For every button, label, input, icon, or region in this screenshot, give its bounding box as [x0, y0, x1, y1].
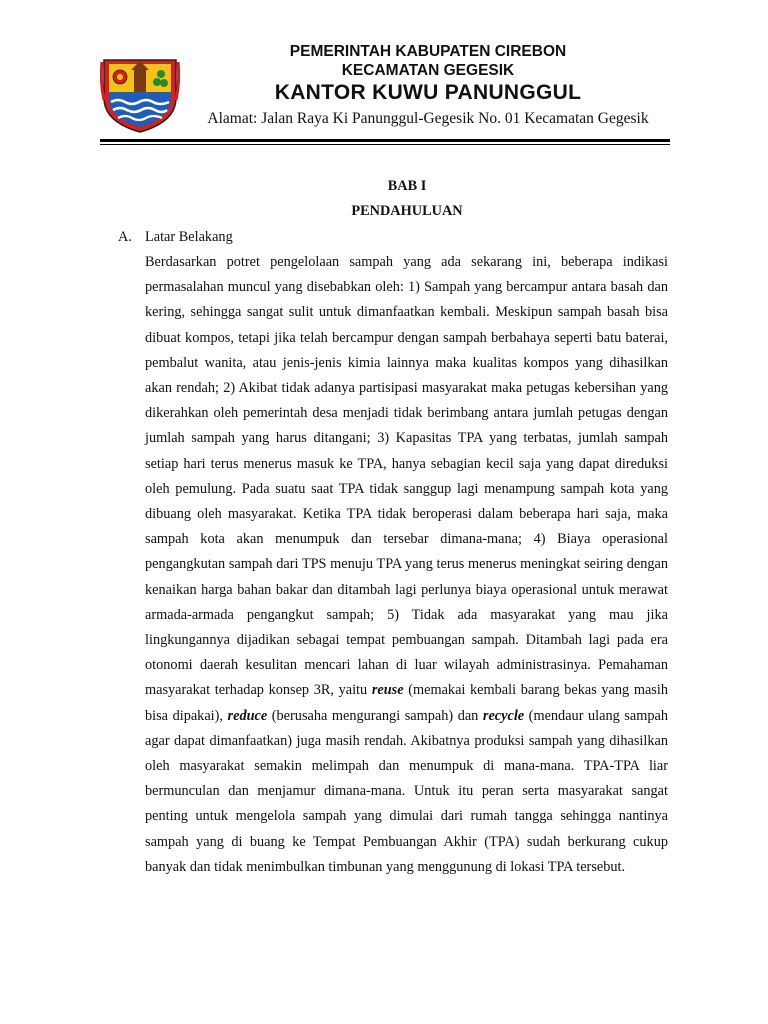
section-heading	[118, 225, 668, 250]
district-name: KECAMATAN GEGESIK	[341, 62, 515, 79]
term-recycle: recycle	[482, 707, 525, 724]
paragraph-text-4: (mendaur ulang sampah agar dapat dimanfaatkan) juga masih rendah. Akibatnya produksi sampah yang dihasilkan oleh masyarakat semakin melimpah dan menumpuk di mana-mana. TPA-TPA liar bermunculan dan menjamur dimana-mana. Untuk itu peran serta masyarakat sangat penting untuk mengelola sampah yang dimulai dari rumah tangga sehingga nantinya sampah yang di buang ke Tempat Pembuangan Akhir (TPA) sudah berkurang cukup banyak dan tidak menimbulkan timbunan yang menggunung di lokasi TPA tersebut.	[145, 707, 668, 875]
document-body	[118, 174, 668, 880]
letterhead-rule-thin	[100, 144, 670, 145]
cirebon-regency-emblem-icon	[100, 52, 180, 134]
letterhead-text	[186, 42, 670, 130]
office-name: KANTOR KUWU PANUNGGUL	[274, 81, 582, 104]
letterhead	[0, 0, 768, 150]
paragraph-text-1: Berdasarkan potret pengelolaan sampah yang ada sekarang ini, beberapa indikasi permasalahan muncul yang disebabkan oleh: 1) Sampah yang bercampur antara basah dan kering, sehingga sangat sulit untuk dimanfaatkan kembali. Meskipun sampah basah bisa dibuat kompos, tetapi jika telah bercampur dengan sampah berbahaya seperti batu baterai, pembalut wanita, atau jenis-jenis kimia lainnya maka kualitas kompos yang dihasilkan akan rendah; 2) Akibat tidak adanya partisipasi masyarakat maka petugas kebersihan yang dikerahkan oleh pemerintah desa menjadi tidak berimbang antara jumlah petugas dengan jumlah sampah yang harus ditangani; 3) Kapasitas TPA yang terbatas, jumlah sampah setiap hari terus menerus masuk ke TPA, hanya sebagian kecil saja yang dapat direduksi oleh pemulung. Pada suatu saat TPA tidak sanggup lagi menampung sampah kota yang dibuang oleh masyarakat. Ketika TPA tidak beroperasi dalam beberapa hari saja, maka sampah kota akan menumpuk dan tersebar dimana-mana; 4) Biaya operasional pengangkutan sampah dari TPS menuju TPA yang terus menerus meningkat seiring dengan kenaikan harga bahan bakar dan ditambah lagi perlunya biaya operasional untuk merawat armada-armada pengangkut sampah; 5) Tidak ada masyarakat yang mau jika lingkungannya dijadikan sebagai tempat pembuangan sampah. Ditambah lagi pada era otonomi daerah kesulitan mencari lahan di luar wilayah administrasinya. Pemahaman masyarakat terhadap konsep 3R, yaitu	[145, 254, 668, 699]
body-paragraph	[145, 250, 668, 880]
section-number: A.	[118, 229, 132, 245]
chapter-number: BAB I	[387, 178, 427, 194]
letterhead-rule-thick	[100, 139, 670, 142]
section-title: Latar Belakang	[145, 229, 233, 245]
term-reuse: reuse	[371, 682, 404, 699]
paragraph-text-3: (berusaha mengurangi sampah) dan	[267, 707, 483, 724]
office-address: Alamat: Jalan Raya Ki Panunggul-Gegesik No. 01 Kecamatan Gegesik	[207, 110, 649, 127]
chapter-title: PENDAHULUAN	[351, 203, 463, 219]
government-name: PEMERINTAH KABUPATEN CIREBON	[289, 43, 567, 60]
paragraph-text-2: (memakai kembali barang bekas yang masih bisa dipakai),	[145, 682, 668, 724]
term-reduce: reduce	[227, 707, 268, 724]
